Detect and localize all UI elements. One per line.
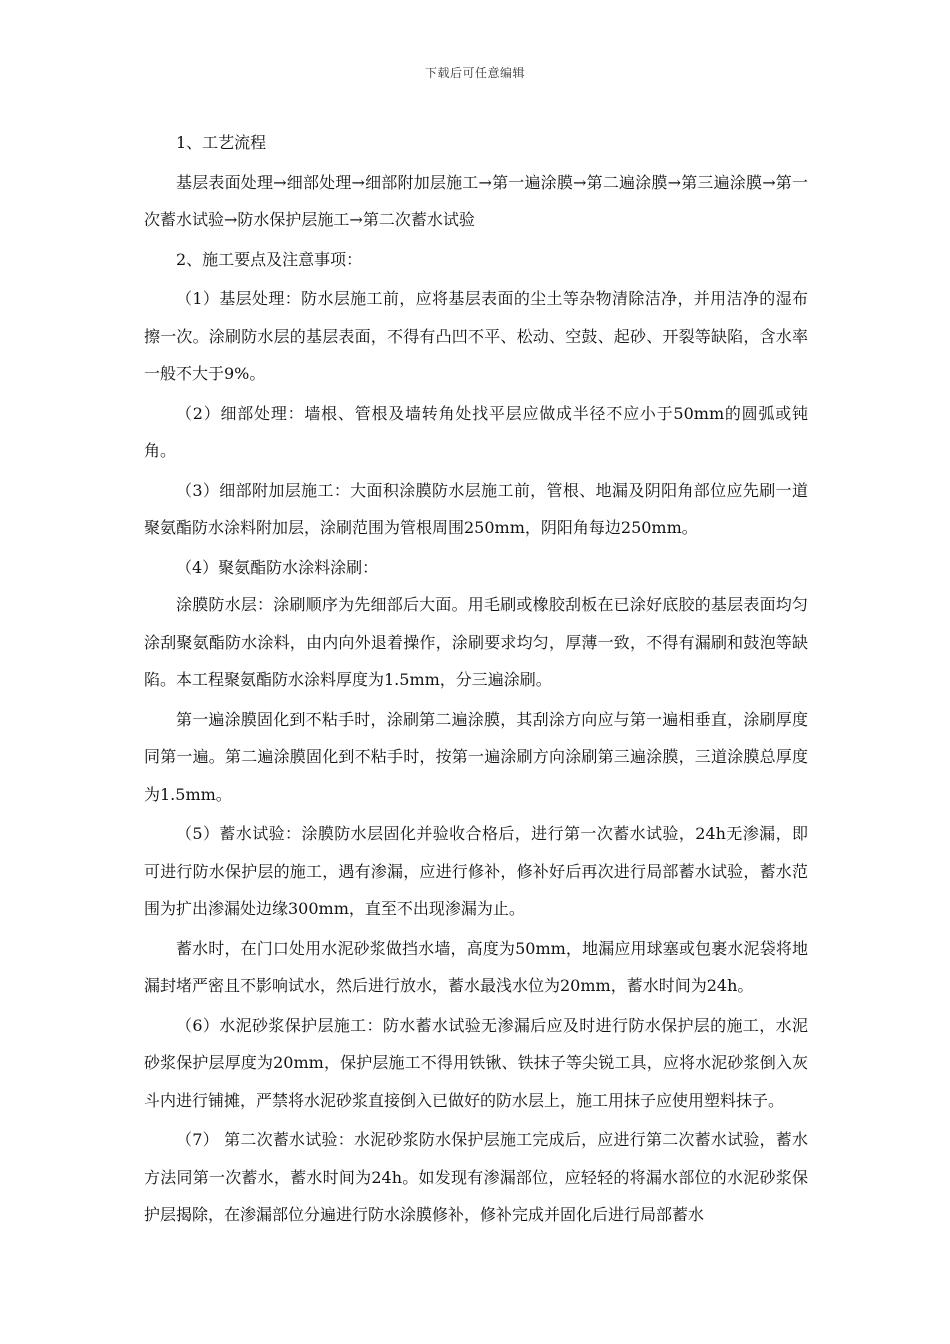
paragraph-second-water-test: （7） 第二次蓄水试验：水泥砂浆防水保护层施工完成后，应进行第二次蓄水试验，蓄水方法同第一次蓄水，蓄水时间为24h。如发现有渗漏部位，应轻轻的将漏水部位的水泥砂浆保护层揭除，在渗漏部位分遍进行防水涂膜修补，修补完成并固化后进行局部蓄水 — [144, 1130, 808, 1224]
section-heading-process-flow: 1、工艺流程 — [176, 133, 267, 152]
paragraph-water-storage: 蓄水时，在门口处用水泥砂浆做挡水墙，高度为50mm，地漏应用球塞或包裹水泥袋将地漏封堵严密且不影响试水，然后进行放水，蓄水最浅水位为20mm，蓄水时间为24h。 — [144, 938, 808, 995]
process-flow-steps: 基层表面处理→细部处理→细部附加层施工→第一遍涂膜→第二遍涂膜→第三遍涂膜→第一次蓄水试验→防水保护层施工→第二次蓄水试验 — [144, 172, 808, 229]
paragraph-water-test: （5）蓄水试验：涂膜防水层固化并验收合格后，进行第一次蓄水试验，24h无渗漏，即可进行防水保护层的施工，遇有渗漏，应进行修补，修补好后再次进行局部蓄水试验，蓄水范围为扩出渗漏处边缘300mm，直至不出现渗漏为止。 — [144, 824, 808, 918]
paragraph-detail-additional-layer: （3）细部附加层施工：大面积涂膜防水层施工前，管根、地漏及阴阳角部位应先刷一道聚氨酯防水涂料附加层，涂刷范围为管根周围250mm，阴阳角每边250mm。 — [144, 480, 808, 537]
page-header-note: 下载后可任意编辑 — [424, 66, 525, 80]
document-body — [144, 124, 808, 1236]
paragraph-base-treatment: （1）基层处理：防水层施工前，应将基层表面的尘土等杂物清除洁净，并用洁净的湿布擦一次。涂刷防水层的基层表面，不得有凸凹不平、松动、空鼓、起砂、开裂等缺陷，含水率一般不大于9%。 — [144, 289, 808, 383]
paragraph-polyurethane-heading: （4）聚氨酯防水涂料涂刷： — [176, 557, 379, 577]
paragraph-coating-passes: 第一遍涂膜固化到不粘手时，涂刷第二遍涂膜，其刮涂方向应与第一遍相垂直，涂刷厚度同第一遍。第二遍涂膜固化到不粘手时，按第一遍涂刷方向涂刷第三遍涂膜，三道涂膜总厚度为1.5mm。 — [144, 709, 808, 804]
paragraph-coating-layer: 涂膜防水层：涂刷顺序为先细部后大面。用毛刷或橡胶刮板在已涂好底胶的基层表面均匀涂刮聚氨酯防水涂料，由内向外退着操作，涂刷要求均匀，厚薄一致，不得有漏刷和鼓泡等缺陷。本工程聚氨酯防水涂料厚度为1.5mm，分三遍涂刷。 — [144, 595, 808, 689]
section-heading-key-points: 2、施工要点及注意事项： — [176, 249, 363, 269]
paragraph-mortar-protection: （6）水泥砂浆保护层施工：防水蓄水试验无渗漏后应及时进行防水保护层的施工，水泥砂浆保护层厚度为20mm，保护层施工不得用铁锹、铁抹子等尖锐工具，应将水泥砂浆倒入灰斗内进行铺摊，严禁将水泥砂浆直接倒入已做好的防水层上，施工用抹子应使用塑料抹子。 — [144, 1015, 808, 1110]
paragraph-detail-treatment: （2）细部处理：墙根、管根及墙转角处找平层应做成半径不应小于50mm的圆弧或钝角。 — [144, 403, 808, 460]
